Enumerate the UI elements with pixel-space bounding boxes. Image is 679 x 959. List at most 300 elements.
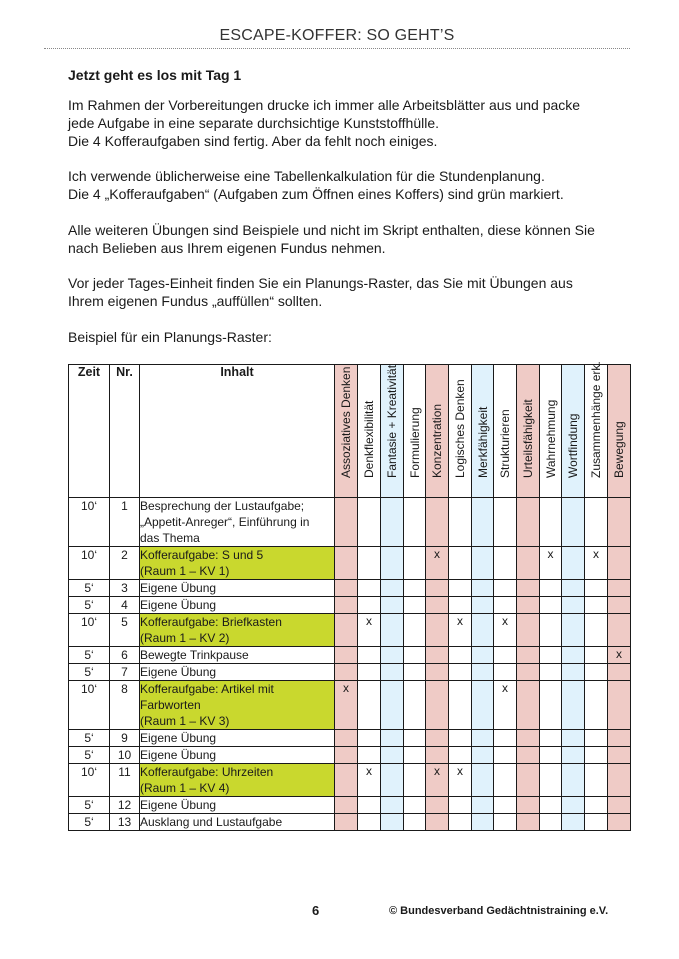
skill-cell [335, 730, 358, 747]
skill-label: Strukturieren [498, 409, 512, 478]
section-heading: Jetzt geht es los mit Tag 1 [68, 67, 242, 83]
cell-nr: 8 [110, 681, 140, 730]
check-mark: x [366, 764, 372, 778]
skill-label: Konzentration [430, 403, 444, 478]
cell-inhalt-kofferaufgabe [140, 547, 335, 580]
header-divider [44, 48, 630, 49]
column-header-skill [381, 365, 404, 498]
check-mark: x [547, 547, 554, 561]
skill-label: Zusammenhänge erk. [589, 361, 603, 478]
skill-cell [540, 730, 562, 747]
skill-cell [358, 580, 381, 597]
skill-cell [517, 764, 540, 797]
skill-cell [608, 547, 631, 580]
paragraph-line: Im Rahmen der Vorbereitungen drucke ich immer alle Arbeitsblätter aus und packe [68, 97, 581, 113]
paragraph-line: Ihrem eigenen Fundus „auffüllen“ sollten. [68, 293, 323, 309]
skill-cell [472, 547, 494, 580]
cell-zeit: 10‘ [69, 547, 110, 580]
skill-cell [540, 547, 562, 580]
skill-cell [472, 764, 494, 797]
cell-inhalt-kofferaufgabe [140, 681, 335, 730]
skill-cell [540, 580, 562, 597]
table-row [69, 547, 631, 580]
cell-nr: 13 [110, 814, 140, 831]
skill-cell [404, 547, 426, 580]
paragraph-line: Beispiel für ein Planungs-Raster: [68, 329, 272, 345]
skill-cell [381, 764, 404, 797]
page-header-title: ESCAPE-KOFFER: SO GEHT’S [219, 27, 455, 44]
cell-nr: 6 [110, 647, 140, 664]
skill-cell [608, 647, 631, 664]
skill-cell [472, 597, 494, 614]
skill-cell [404, 797, 426, 814]
skill-cell [404, 730, 426, 747]
skill-cell [472, 747, 494, 764]
skill-label: Formulierung [407, 407, 422, 478]
skill-cell [426, 664, 449, 681]
paragraph-1 [68, 96, 638, 150]
skill-cell [381, 498, 404, 547]
inhalt-line: Eigene Übung [140, 581, 217, 595]
skill-cell [358, 547, 381, 580]
skill-cell [494, 814, 517, 831]
skill-label: Merkfähigkeit [475, 406, 490, 478]
skill-cell [540, 747, 562, 764]
skill-cell [494, 614, 517, 647]
skill-cell [358, 797, 381, 814]
check-mark: x [366, 614, 372, 628]
paragraph-4 [68, 274, 638, 310]
skill-cell [426, 681, 449, 730]
cell-nr: 9 [110, 730, 140, 747]
skill-cell [426, 764, 449, 797]
paragraph-line: Alle weiteren Übungen sind Beispiele und nicht im Skript enthalten, diese können Sie [68, 222, 595, 238]
skill-cell [404, 647, 426, 664]
skill-cell [404, 814, 426, 831]
skill-cell [585, 580, 608, 597]
skill-cell [381, 797, 404, 814]
skill-cell [608, 764, 631, 797]
copyright-notice: © Bundesverband Gedächtnistraining e.V. [389, 905, 609, 917]
paragraph-3 [68, 221, 638, 257]
skill-cell [381, 580, 404, 597]
skill-cell [562, 681, 585, 730]
table-row [69, 664, 631, 681]
column-header-skill [562, 365, 585, 498]
skill-cell [449, 681, 472, 730]
skill-cell [562, 664, 585, 681]
cell-inhalt [140, 647, 335, 664]
skill-cell [472, 730, 494, 747]
skill-cell [608, 597, 631, 614]
skill-cell [517, 681, 540, 730]
skill-cell [472, 498, 494, 547]
skill-cell [449, 498, 472, 547]
skill-cell [472, 614, 494, 647]
inhalt-line: Ausklang und Lustaufgabe [140, 815, 283, 829]
cell-nr: 2 [110, 547, 140, 580]
skill-cell [562, 580, 585, 597]
skill-cell [562, 597, 585, 614]
check-mark: x [457, 764, 463, 778]
inhalt-line: (Raum 1 – KV 3) [140, 714, 230, 728]
skill-label: Urteilsfähigkeit [521, 399, 535, 478]
column-header-skill [472, 365, 494, 498]
skill-cell [426, 730, 449, 747]
cell-nr: 12 [110, 797, 140, 814]
skill-cell [335, 597, 358, 614]
skill-cell [494, 664, 517, 681]
paragraph-line: Die 4 Kofferaufgaben sind fertig. Aber da fehlt noch einiges. [68, 133, 438, 149]
check-mark: x [434, 764, 440, 778]
paragraph-line: jede Aufgabe in eine separate durchsichtige Kunststoffhülle. [68, 115, 439, 131]
skill-cell [426, 597, 449, 614]
skill-cell [608, 730, 631, 747]
skill-cell [585, 647, 608, 664]
skill-cell [404, 614, 426, 647]
skill-cell [540, 814, 562, 831]
skill-cell [562, 797, 585, 814]
cell-zeit: 10‘ [69, 764, 110, 797]
skill-cell [472, 797, 494, 814]
skill-cell [358, 498, 381, 547]
check-mark: x [502, 681, 508, 695]
column-header-skill [426, 365, 449, 498]
skill-cell [381, 730, 404, 747]
skill-cell [449, 797, 472, 814]
table-row [69, 614, 631, 647]
skill-cell [472, 664, 494, 681]
skill-label: Bewegung [612, 421, 626, 478]
skill-cell [517, 730, 540, 747]
skill-cell [335, 498, 358, 547]
table-row [69, 814, 631, 831]
column-header-skill [494, 365, 517, 498]
skill-cell [585, 764, 608, 797]
inhalt-line: Kofferaufgabe: S und 5 [140, 548, 264, 562]
inhalt-line: das Thema [140, 531, 200, 545]
skill-label: Logisches Denken [453, 379, 467, 478]
skill-cell [585, 664, 608, 681]
skill-cell [449, 730, 472, 747]
skill-cell [494, 647, 517, 664]
skill-cell [449, 597, 472, 614]
skill-cell [381, 647, 404, 664]
skill-cell [494, 764, 517, 797]
skill-cell [335, 747, 358, 764]
cell-zeit: 5‘ [69, 597, 110, 614]
check-mark: x [343, 681, 349, 695]
skill-label: Denkflexibilität [362, 400, 376, 478]
skill-cell [540, 647, 562, 664]
skill-cell [449, 664, 472, 681]
skill-cell [517, 797, 540, 814]
skill-cell [335, 614, 358, 647]
paragraph-line: Die 4 „Kofferaufgaben“ (Aufgaben zum Öffnen eines Koffers) sind grün markiert. [68, 186, 564, 202]
skill-cell [358, 730, 381, 747]
skill-cell [381, 547, 404, 580]
column-header-skill [608, 365, 631, 498]
inhalt-line: Kofferaufgabe: Artikel mit [140, 682, 274, 696]
skill-cell [608, 747, 631, 764]
skill-cell [335, 764, 358, 797]
inhalt-line: Eigene Übung [140, 598, 217, 612]
table-row [69, 681, 631, 730]
inhalt-line: Eigene Übung [140, 731, 217, 745]
skill-cell [585, 547, 608, 580]
skill-cell [426, 814, 449, 831]
check-mark: x [616, 647, 622, 661]
cell-zeit: 5‘ [69, 747, 110, 764]
skill-cell [381, 681, 404, 730]
skill-cell [381, 747, 404, 764]
page-number: 6 [312, 903, 320, 918]
skill-cell [517, 614, 540, 647]
column-header-skill [358, 365, 381, 498]
check-mark: x [457, 614, 463, 628]
skill-cell [517, 664, 540, 681]
inhalt-line: Farbworten [140, 698, 201, 712]
skill-cell [404, 580, 426, 597]
skill-cell [335, 664, 358, 681]
cell-inhalt [140, 664, 335, 681]
skill-cell [494, 730, 517, 747]
skill-cell [608, 797, 631, 814]
skill-cell [494, 547, 517, 580]
skill-cell [540, 664, 562, 681]
skill-cell [562, 498, 585, 547]
table-row [69, 764, 631, 797]
skill-cell [517, 547, 540, 580]
skill-cell [381, 614, 404, 647]
skill-cell [585, 681, 608, 730]
skill-label: Fantasie + Kreativität [385, 364, 399, 478]
skill-cell [562, 614, 585, 647]
skill-cell [562, 547, 585, 580]
skill-cell [426, 747, 449, 764]
skill-cell [404, 597, 426, 614]
skill-cell [585, 498, 608, 547]
cell-nr: 10 [110, 747, 140, 764]
skill-cell [449, 547, 472, 580]
skill-cell [404, 764, 426, 797]
skill-cell [426, 580, 449, 597]
skill-cell [449, 747, 472, 764]
skill-cell [517, 647, 540, 664]
skill-cell [585, 814, 608, 831]
skill-cell [562, 730, 585, 747]
skill-cell [517, 747, 540, 764]
skill-cell [585, 730, 608, 747]
inhalt-line: (Raum 1 – KV 1) [140, 564, 230, 578]
planning-grid [68, 361, 631, 831]
skill-cell [449, 647, 472, 664]
inhalt-line: Bewegte Trinkpause [140, 648, 249, 662]
skill-cell [381, 814, 404, 831]
skill-cell [404, 681, 426, 730]
skill-cell [562, 647, 585, 664]
paragraph-line: nach Belieben aus Ihrem eigenen Fundus nehmen. [68, 240, 386, 256]
skill-cell [494, 797, 517, 814]
skill-cell [335, 797, 358, 814]
skill-cell [449, 614, 472, 647]
skill-cell [540, 681, 562, 730]
inhalt-line: Kofferaufgabe: Uhrzeiten [140, 765, 274, 779]
grid-header-row [69, 365, 631, 498]
cell-nr: 1 [110, 498, 140, 547]
cell-zeit: 10‘ [69, 498, 110, 547]
table-row [69, 647, 631, 664]
skill-cell [358, 664, 381, 681]
skill-cell [585, 747, 608, 764]
column-header-skill [335, 365, 358, 498]
skill-cell [585, 797, 608, 814]
skill-cell [358, 597, 381, 614]
column-header-skill [517, 365, 540, 498]
skill-cell [335, 647, 358, 664]
check-mark: x [593, 547, 599, 561]
skill-cell [335, 580, 358, 597]
skill-cell [540, 614, 562, 647]
cell-zeit: 10‘ [69, 681, 110, 730]
inhalt-line: Eigene Übung [140, 798, 217, 812]
column-header-skill [585, 361, 608, 498]
skill-cell [494, 597, 517, 614]
cell-nr: 3 [110, 580, 140, 597]
skill-cell [426, 614, 449, 647]
skill-cell [426, 647, 449, 664]
table-row [69, 730, 631, 747]
skill-cell [335, 681, 358, 730]
table-row [69, 747, 631, 764]
skill-cell [517, 814, 540, 831]
skill-cell [335, 814, 358, 831]
skill-cell [472, 647, 494, 664]
cell-zeit: 10‘ [69, 614, 110, 647]
cell-zeit: 5‘ [69, 664, 110, 681]
skill-cell [426, 547, 449, 580]
skill-cell [608, 498, 631, 547]
cell-inhalt [140, 747, 335, 764]
skill-label: Wahrnehmung [543, 399, 558, 478]
skill-cell [562, 747, 585, 764]
skill-cell [494, 681, 517, 730]
skill-cell [585, 614, 608, 647]
inhalt-line: Eigene Übung [140, 665, 217, 679]
cell-nr: 11 [110, 764, 140, 797]
inhalt-line: Eigene Übung [140, 748, 217, 762]
inhalt-line: Besprechung der Lustaufgabe; [140, 499, 305, 513]
cell-inhalt [140, 580, 335, 597]
skill-cell [358, 614, 381, 647]
skill-cell [472, 681, 494, 730]
cell-nr: 4 [110, 597, 140, 614]
skill-cell [472, 580, 494, 597]
check-mark: x [434, 547, 440, 561]
skill-cell [608, 664, 631, 681]
skill-cell [358, 764, 381, 797]
column-header-skill [449, 365, 472, 498]
column-header-skill [404, 365, 426, 498]
skill-cell [540, 597, 562, 614]
skill-cell [381, 597, 404, 614]
skill-cell [562, 764, 585, 797]
paragraph-line: Ich verwende üblicherweise eine Tabellenkalkulation für die Stundenplanung. [68, 168, 545, 184]
skill-cell [381, 664, 404, 681]
skill-cell [494, 747, 517, 764]
skill-cell [358, 681, 381, 730]
inhalt-line: (Raum 1 – KV 4) [140, 781, 230, 795]
skill-label: Wortfindung [566, 413, 580, 478]
cell-zeit: 5‘ [69, 730, 110, 747]
skill-cell [540, 797, 562, 814]
column-header-nr: Nr. [110, 365, 140, 498]
skill-cell [608, 614, 631, 647]
skill-cell [494, 580, 517, 597]
skill-cell [517, 580, 540, 597]
cell-nr: 7 [110, 664, 140, 681]
skill-label: Assoziatives Denken [339, 366, 353, 478]
skill-cell [540, 764, 562, 797]
inhalt-line: (Raum 1 – KV 2) [140, 631, 230, 645]
skill-cell [472, 814, 494, 831]
cell-inhalt [140, 814, 335, 831]
column-header-zeit: Zeit [69, 365, 110, 498]
table-row [69, 797, 631, 814]
cell-inhalt [140, 797, 335, 814]
skill-cell [358, 647, 381, 664]
skill-cell [426, 797, 449, 814]
skill-cell [426, 498, 449, 547]
skill-cell [608, 814, 631, 831]
cell-zeit: 5‘ [69, 647, 110, 664]
cell-inhalt-kofferaufgabe [140, 614, 335, 647]
skill-cell [494, 498, 517, 547]
skill-cell [404, 664, 426, 681]
table-row [69, 597, 631, 614]
skill-cell [608, 681, 631, 730]
skill-cell [562, 814, 585, 831]
cell-inhalt [140, 597, 335, 614]
table-row [69, 580, 631, 597]
cell-zeit: 5‘ [69, 814, 110, 831]
inhalt-line: Kofferaufgabe: Briefkasten [140, 615, 282, 629]
skill-cell [608, 580, 631, 597]
column-header-skill [540, 365, 562, 498]
skill-cell [517, 597, 540, 614]
inhalt-line: „Appetit-Anreger“, Einführung in [140, 515, 310, 529]
skill-cell [358, 747, 381, 764]
skill-cell [540, 498, 562, 547]
check-mark: x [502, 614, 508, 628]
skill-cell [585, 597, 608, 614]
skill-cell [449, 814, 472, 831]
skill-cell [517, 498, 540, 547]
skill-cell [404, 498, 426, 547]
cell-zeit: 5‘ [69, 580, 110, 597]
column-header-inhalt: Inhalt [140, 365, 335, 498]
paragraph-line: Vor jeder Tages-Einheit finden Sie ein Planungs-Raster, das Sie mit Übungen aus [68, 275, 573, 291]
table-row [69, 498, 631, 547]
cell-inhalt [140, 730, 335, 747]
skill-cell [449, 764, 472, 797]
skill-cell [449, 580, 472, 597]
cell-inhalt [140, 498, 335, 547]
cell-inhalt-kofferaufgabe [140, 764, 335, 797]
skill-cell [358, 814, 381, 831]
paragraph-5 [68, 328, 638, 346]
paragraph-2 [68, 167, 638, 203]
